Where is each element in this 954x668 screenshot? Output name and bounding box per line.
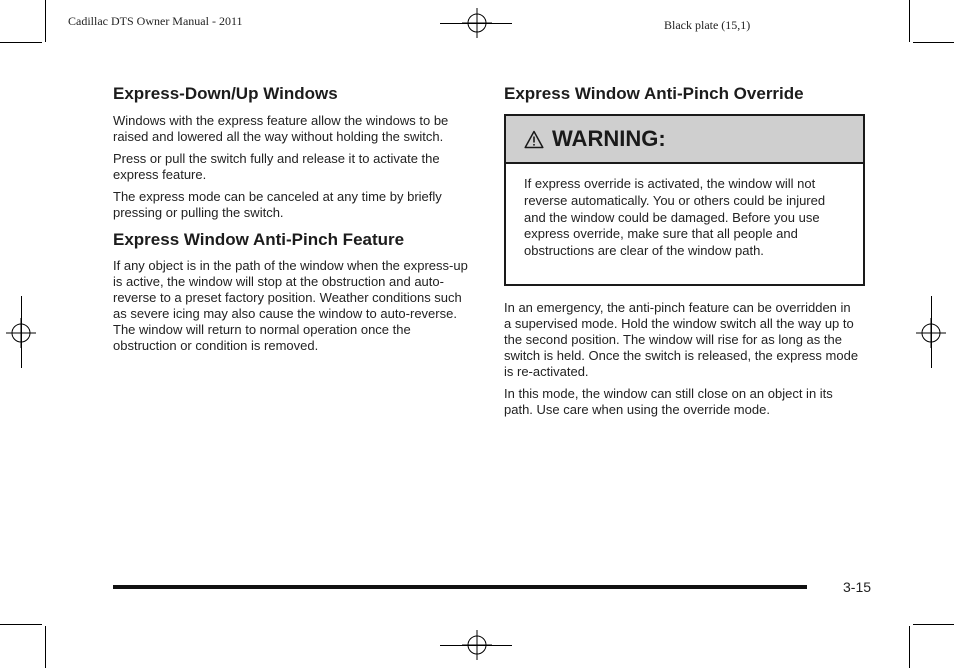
crop-mark (913, 42, 954, 43)
warning-triangle-icon (524, 130, 544, 149)
crop-mark (913, 624, 954, 625)
warning-text: If express override is activated, the window will not reverse automatically. You or others could be injured and the window could be damaged. Before you use express override, make sure that all people and obstructions are clear of the window path. (524, 176, 826, 259)
section-heading: Express Window Anti-Pinch Feature (113, 230, 405, 249)
body-paragraph: The express mode can be canceled at any time by briefly pressing or pulling the switch. (113, 189, 442, 220)
crop-mark (909, 626, 910, 668)
plate-label-header: Black plate (15,1) (664, 18, 751, 32)
section-heading: Express-Down/Up Windows (113, 84, 338, 103)
body-paragraph: Press or pull the switch fully and release it to activate the express feature. (113, 151, 440, 182)
warning-header (506, 116, 863, 164)
crop-mark (0, 624, 42, 625)
footer-rule (113, 585, 807, 589)
manual-title-header: Cadillac DTS Owner Manual - 2011 (68, 14, 243, 28)
crop-mark (440, 645, 512, 646)
crop-mark (21, 296, 22, 368)
crop-mark (45, 0, 46, 42)
warning-title: WARNING: (552, 126, 666, 151)
body-paragraph: In an emergency, the anti-pinch feature can be overridden in a supervised mode. Hold the window switch all the way up to the second position. The window will rise for as long as the switch is held. Once the switch is released, the express mode is re-activated. (504, 300, 859, 379)
section-heading: Express Window Anti-Pinch Override (504, 84, 804, 103)
body-paragraph: In this mode, the window can still close on an object in its path. Use care when using the override mode. (504, 386, 833, 417)
crop-mark (45, 626, 46, 668)
crop-mark (931, 296, 932, 368)
body-paragraph: If any object is in the path of the window when the express-up is active, the window will stop at the obstruction and auto-reverse to a preset factory position. Weather conditions such as severe icing may also cause the window to auto-reverse. The window will return to normal operation once the obstruction or condition is removed. (113, 258, 468, 353)
body-paragraph: Windows with the express feature allow the windows to be raised and lowered all the way without holding the switch. (113, 113, 449, 144)
crop-mark (440, 23, 512, 24)
page-number: 3-15 (843, 579, 872, 595)
right-column-body (504, 300, 860, 418)
warning-box (504, 114, 865, 286)
left-column (113, 84, 475, 354)
crop-mark (0, 42, 42, 43)
crop-mark (909, 0, 910, 42)
warning-body (506, 164, 863, 260)
